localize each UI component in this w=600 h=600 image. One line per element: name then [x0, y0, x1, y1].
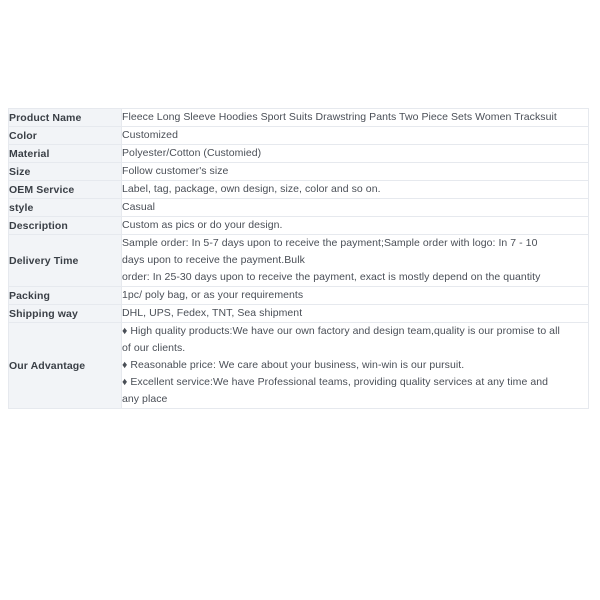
value-line: DHL, UPS, Fedex, TNT, Sea shipment: [122, 307, 303, 319]
table-row: [9, 323, 589, 409]
table-row: [9, 217, 589, 235]
row-value-product-name: [122, 109, 589, 127]
value-line: Follow customer's size: [122, 165, 229, 177]
table-row: [9, 305, 589, 323]
table-row: [9, 181, 589, 199]
row-value-color: [122, 127, 589, 145]
table-row: [9, 127, 589, 145]
row-value-description: [122, 217, 589, 235]
row-value-packing: [122, 287, 589, 305]
value-line-bullet-price: ♦ Reasonable price: We care about your business, win-win is our pursuit.: [122, 359, 465, 371]
value-line: order: In 25-30 days upon to receive the payment, exact is mostly depend on the quantity: [122, 271, 541, 283]
product-spec-table-container: [8, 108, 589, 409]
row-label-delivery-time: Delivery Time: [9, 235, 122, 287]
row-label-shipping-way: Shipping way: [9, 305, 122, 323]
value-line: Label, tag, package, own design, size, color and so on.: [122, 183, 381, 195]
value-line: 1pc/ poly bag, or as your requirements: [122, 289, 304, 301]
value-line: Custom as pics or do your design.: [122, 219, 283, 231]
row-value-our-advantage: [122, 323, 589, 409]
product-spec-table: [8, 108, 589, 409]
row-label-packing: Packing: [9, 287, 122, 305]
table-row: [9, 199, 589, 217]
value-line: Customized: [122, 129, 178, 141]
table-row: [9, 145, 589, 163]
table-row: [9, 235, 589, 287]
value-line: Casual: [122, 201, 155, 213]
row-label-product-name: Product Name: [9, 109, 122, 127]
row-label-material: Material: [9, 145, 122, 163]
row-label-style: style: [9, 199, 122, 217]
value-line: Polyester/Cotton (Customied): [122, 147, 262, 159]
value-line: Sample order: In 5-7 days upon to receive the payment;Sample order with logo: In 7 - 10: [122, 237, 538, 249]
row-value-style: [122, 199, 589, 217]
table-row: [9, 163, 589, 181]
row-value-delivery-time: [122, 235, 589, 287]
table-row: [9, 287, 589, 305]
value-line: any place: [122, 393, 168, 405]
product-spec-table-body: [9, 109, 589, 409]
value-line: Fleece Long Sleeve Hoodies Sport Suits Drawstring Pants Two Piece Sets Women Tracksuit: [122, 111, 557, 123]
row-label-our-advantage: Our Advantage: [9, 323, 122, 409]
row-value-shipping-way: [122, 305, 589, 323]
value-line-bullet-quality: ♦ High quality products:We have our own factory and design team,quality is our promise to all: [122, 325, 560, 337]
row-label-color: Color: [9, 127, 122, 145]
row-label-size: Size: [9, 163, 122, 181]
row-value-oem-service: [122, 181, 589, 199]
row-label-description: Description: [9, 217, 122, 235]
value-line: of our clients.: [122, 342, 186, 354]
row-value-material: [122, 145, 589, 163]
table-row: [9, 109, 589, 127]
value-line: days upon to receive the payment.Bulk: [122, 254, 305, 266]
row-value-size: [122, 163, 589, 181]
value-line-bullet-service: ♦ Excellent service:We have Professional teams, providing quality services at any time and: [122, 376, 549, 388]
row-label-oem-service: OEM Service: [9, 181, 122, 199]
